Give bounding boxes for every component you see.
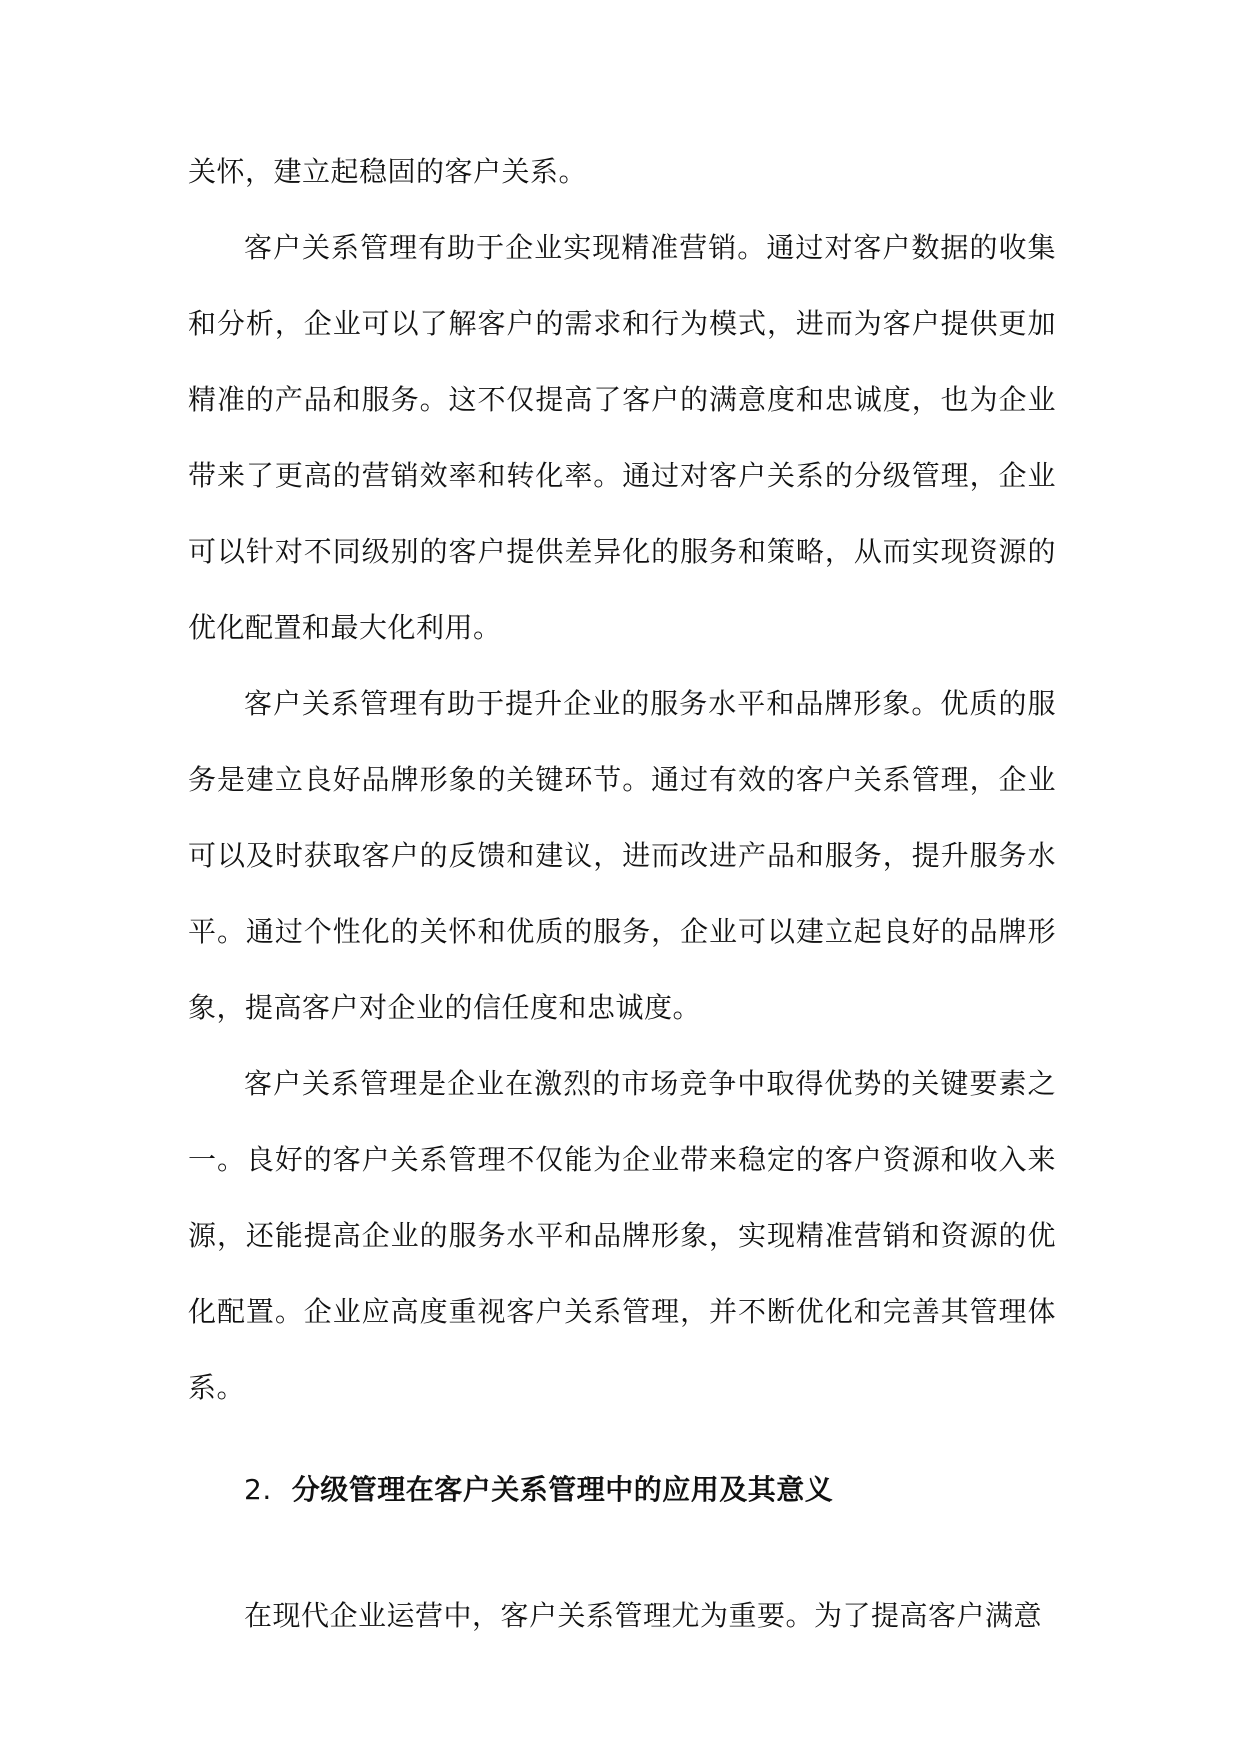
paragraph-text: 客户关系管理是企业在激烈的市场竞争中取得优势的关键要素之一。良好的客户关系管理不仅能为企业带来稳定的客户资源和收入来源，还能提高企业的服务水平和品牌形象，实现精准营销和资源的优化配置。企业应高度重视客户关系管理，并不断优化和完善其管理体系。 [188,1067,1056,1404]
paragraph-brand-image [188,666,1056,1046]
section-number: 2. [244,1473,272,1506]
paragraph-conclusion [188,1046,1056,1426]
paragraph-text: 关怀，建立起稳固的客户关系。 [188,155,588,188]
paragraph-text: 客户关系管理有助于提升企业的服务水平和品牌形象。优质的服务是建立良好品牌形象的关键环节。通过有效的客户关系管理，企业可以及时获取客户的反馈和建议，进而改进产品和服务，提升服务水平。通过个性化的关怀和优质的服务，企业可以建立起良好的品牌形象，提高客户对企业的信任度和忠诚度。 [188,687,1056,1024]
paragraph-continuation [188,134,1056,210]
paragraph-precision-marketing [188,210,1056,666]
section-title: 分级管理在客户关系管理中的应用及其意义 [291,1473,834,1506]
paragraph-text: 在现代企业运营中，客户关系管理尤为重要。为了提高客户满意 [244,1599,1043,1632]
section-heading [244,1470,1044,1510]
paragraph-text: 客户关系管理有助于企业实现精准营销。通过对客户数据的收集和分析，企业可以了解客户的需求和行为模式，进而为客户提供更加精准的产品和服务。这不仅提高了客户的满意度和忠诚度，也为企业带来了更高的营销效率和转化率。通过对客户关系的分级管理，企业可以针对不同级别的客户提供差异化的服务和策略，从而实现资源的优化配置和最大化利用。 [188,231,1056,644]
paragraph-section-intro [188,1578,1056,1654]
